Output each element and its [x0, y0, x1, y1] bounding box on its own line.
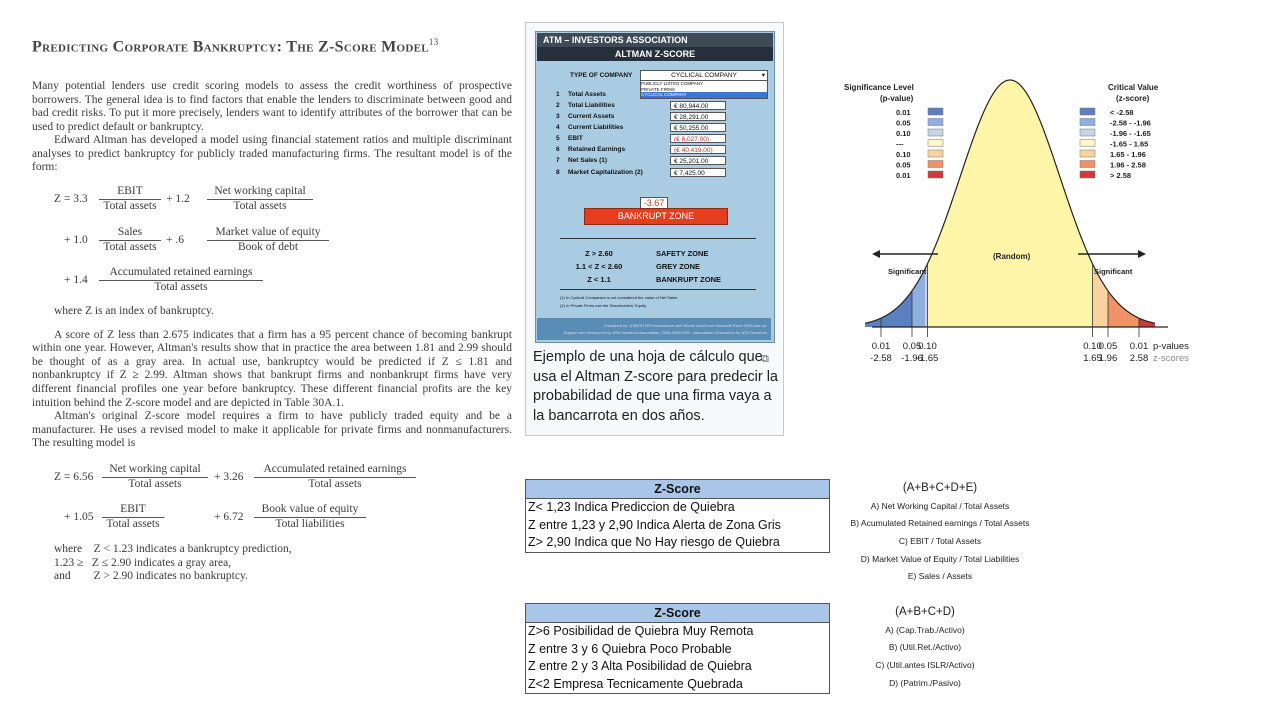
legend-item: D) (Patrim./Pasivo)	[889, 677, 961, 688]
sheet-org: ATM – INVESTORS ASSOCIATION	[537, 33, 773, 47]
type-label: TYPE OF COMPANY	[570, 72, 633, 79]
legend-swatch	[1080, 161, 1095, 168]
table-row: Z entre 3 y 6 Quiebra Poco Probable	[528, 641, 732, 656]
crit-title: Critical Value	[1108, 83, 1159, 92]
z-tick-label: 1.65	[1083, 353, 1102, 364]
legend-swatch	[928, 150, 943, 157]
legend-text: < -2.58	[1110, 108, 1134, 117]
z-tick-label: 2.58	[1129, 353, 1149, 364]
table-row: Z> 2,90 Indica que No Hay riesgo de Quiebra	[528, 535, 780, 549]
left-legend	[896, 108, 943, 180]
sheet-footer: Contained by: (C)BOOTEX Investments and Works Used from Microsoft Excel 2008 and up. Support and developed by: ATM Investors Association, 2006-2009 ATM - association of investors for ATM Investors	[537, 318, 771, 340]
legend-item: B) (Util.Ret./Activo)	[888, 642, 962, 653]
legend-text: 0.01	[896, 171, 911, 180]
legend-text: -1.65 - 1.65	[1110, 139, 1149, 149]
legend-text: 0.01	[896, 108, 911, 117]
z-tick-label: 1.96	[1098, 353, 1118, 364]
table-row: Z entre 2 y 3 Alta Posibilidad de Quiebra	[528, 659, 752, 673]
legend-text: > 2.58	[1110, 171, 1132, 180]
legend-text: 1.65 - 1.96	[1110, 150, 1146, 159]
legend-swatch	[1080, 129, 1095, 136]
legend-swatch	[928, 140, 943, 147]
legend-item: C) (Util.antes ISLR/Activo)	[875, 660, 975, 671]
z-tick-label: -1.96	[901, 353, 923, 364]
legend-item: A) Net Working Capital / Total Assets	[870, 500, 1010, 511]
formula-legend-2	[838, 604, 1012, 692]
legend-swatch	[928, 161, 943, 168]
zone-result: BANKRUPT ZONE	[584, 208, 728, 225]
value-field[interactable]: (€ 40,419.00)	[670, 145, 726, 154]
z-tick-label: -1.65	[916, 353, 939, 364]
legend-text: 0.05	[896, 118, 911, 128]
legend-text: -1.96 - -1.65	[1110, 129, 1151, 138]
right-legend	[1080, 108, 1151, 180]
value-field[interactable]: € 80,944.00	[670, 101, 726, 110]
sig-level-sub: (p-value)	[880, 94, 914, 103]
significance-curve	[838, 74, 1202, 366]
paragraph: Edward Altman has developed a model using financial statement ratios and multiple discriminant analyses to predict bankruptcy for publicly traded manufacturing firms. The resultant model is of the form:	[32, 134, 512, 174]
tick-labels	[870, 341, 1148, 364]
arrow-left-icon	[872, 250, 880, 258]
altman-equation: Z = 3.3 EBIT Total assets + 1.2 Net working capital Total assets + 1.0 Sales Total assets + .6 Market value of equity Book of debt + 1.4 Accumulated retained earnings Total assets	[32, 179, 512, 291]
legend-swatch	[1080, 119, 1095, 126]
sheet-note: (1) In Cyclical Companies is not considered the value of Net Sales.	[560, 295, 679, 300]
zone-legend: Z > 2.60 SAFETY ZONE 1.1 < Z < 2.60 GREY ZONE Z < 1.1 BANKRUPT ZONE	[560, 238, 756, 290]
option[interactable]: PRIVATE FIRMS	[641, 86, 675, 92]
legend-text: 1.96 - 2.58	[1110, 160, 1146, 170]
paragraph: 1.23 ≥ Z ≤ 2.90 indicates a gray area,	[54, 556, 232, 569]
legend-item: C) EBIT / Total Assets	[898, 536, 982, 547]
p-values-label: p-values	[1153, 341, 1189, 352]
significant-right: Significant	[1094, 267, 1133, 276]
table-header: Z-Score	[526, 480, 829, 499]
paragraph: where Z is an index of bankruptcy.	[54, 305, 214, 318]
p-tick-label: 0.10	[1083, 341, 1102, 352]
table-row: Z<2 Empresa Tecnicamente Quebrada	[528, 676, 743, 691]
paragraph: A score of Z less than 2.675 indicates that a firm has a 95 percent chance of becoming bankrupt within one year. However, Altman's results show that in practice the area between 1.81 and 2.99 should be thought of as a gray area. In actual use, bankruptcy would be predicted if Z ≤ 1.81 and nonbankruptcy if Z ≥ 2.99. Altman shows that bankrupt firms and nonbankrupt firms have very different financial profiles one year before bankruptcy. These different financial profits are the key intuition behind the Z-score model and are depicted in Table 30A.1.	[32, 328, 512, 409]
value-field[interactable]: € 7,425.00	[670, 168, 726, 177]
textbook-excerpt	[32, 36, 512, 584]
sheet-note: (2) In Private Firms use the Shareholders' Equity.	[560, 303, 647, 308]
p-tick-label: 0.01	[871, 341, 891, 352]
image-caption: Ejemplo de una hoja de cálculo que usa el Altman Z-score para predecir la probabilidad de que una firma vaya a la bancarrota en dos años. ⧉	[533, 349, 778, 424]
legend-swatch	[1080, 108, 1095, 115]
table-row: Z< 1,23 Indica Prediccion de Quiebra	[528, 500, 735, 514]
table-row: Z>6 Posibilidad de Quiebra Muy Remota	[528, 624, 754, 638]
chevron-down-icon: ▾	[761, 72, 765, 79]
paragraph: and Z > 2.90 indicates no bankruptcy.	[54, 570, 248, 583]
expand-icon[interactable]: ⧉	[761, 353, 769, 365]
legend-text: ---	[896, 139, 904, 149]
random-label: (Random)	[993, 252, 1031, 261]
z-scores-label: z-scores	[1153, 353, 1189, 364]
sheet-title: ALTMAN Z-SCORE	[537, 47, 773, 61]
table-row: Z entre 1,23 y 2,90 Indica Alerta de Zona Gris	[528, 517, 781, 532]
legend-item: A) (Cap.Trab./Activo)	[885, 624, 965, 635]
legend-swatch	[928, 119, 943, 126]
value-field[interactable]: € 25,201.00	[670, 156, 726, 165]
type-select[interactable]: CYCLICAL COMPANY ▾	[640, 70, 768, 81]
section-title: Predicting Corporate Bankruptcy: The Z-Score Model$^{13}$	[32, 37, 439, 56]
formula: (A+B+C+D)	[895, 606, 955, 618]
p-tick-label: 0.05	[1098, 341, 1118, 352]
paragraph: Altman's original Z-score model requires a firm to have publicly traded equity and be a manufacturer. He uses a revised model to make it applicable for private firms and nonmanufacturers. The resulting model is	[32, 410, 512, 450]
option-selected[interactable]: CYCLICAL COMPANY	[641, 92, 767, 98]
paragraph: where Z < 1.23 indicates a bankruptcy prediction,	[54, 543, 292, 556]
legend-item: E) Sales / Assets	[907, 571, 973, 582]
legend-swatch	[1080, 140, 1095, 147]
p-tick-label: 0.10	[918, 341, 937, 352]
legend-text: 0.05	[896, 160, 911, 170]
legend-text: 0.10	[896, 129, 911, 138]
arrow-right-icon	[1138, 250, 1146, 258]
value-field[interactable]: € 50,255.00	[670, 123, 726, 132]
p-tick-label: 0.05	[902, 341, 922, 352]
revised-equation: Z = 6.56 Net working capital Total assets + 3.26 Accumulated retained earnings Total assets + 1.05 EBIT Total assets + 6.72 Book value of equity Total liabilities	[32, 459, 512, 539]
legend-swatch	[928, 129, 943, 136]
value-field[interactable]: € 28,291.00	[670, 112, 726, 121]
legend-swatch	[1080, 150, 1095, 157]
legend-item: D) Market Value of Equity / Total Liabilities	[860, 553, 1020, 564]
zscore-table-1	[525, 479, 830, 553]
option[interactable]: PUBLICLY LISTED COMPANY	[641, 81, 704, 86]
altman-spreadsheet: ATM – INVESTORS ASSOCIATION ALTMAN Z-SCORE TYPE OF COMPANY CYCLICAL COMPANY ▾ PUBLICLY LISTED COMPANY PRIVATE FIRMS CYCLICAL COMPANY 1 Total Assets 2 Total Liabilities € 80,944.00 3 Current Assets € 28,291.00 4 Current Liabilities € 50,255.00 5 EBIT (€ 6,027.00) 6 Retained Earnings (€ 40,419.00) 7 Net Sales (1) € 25,201.00 8 Market Capitalization (2) € 7,425.00 -3.67 BANKRUPT ZONE Z > 2.60 SAFETY ZONE 1.1 < Z < 2.60 GREY ZONE Z < 1.1 BANKRUPT ZONE (1) In Cyclical Companies is not considered the value of Net Sales. (2) In Private Firms use the Shareholders' Equity. Contained by: (C)BOOTEX Investments and Works Used from Microsoft Excel 2008 and up. Support and developed by: ATM Investors Association, 2006-2009 ATM - association of investors for ATM Investors	[535, 31, 775, 343]
formula: (A+B+C+D+E)	[902, 482, 978, 494]
zscore-table-2	[525, 603, 830, 694]
legend-swatch	[928, 171, 943, 178]
z-tick-label: -2.58	[870, 353, 892, 364]
p-tick-label: 0.01	[1129, 341, 1149, 352]
legend-text: 0.10	[896, 150, 911, 159]
sig-level-title: Significance Level	[844, 83, 914, 92]
random-region	[928, 80, 1093, 327]
legend-swatch	[1080, 171, 1095, 178]
paragraph: Many potential lenders use credit scoring models to assess the credit worthiness of prospective borrowers. The general idea is to find factors that enable the lenders to discriminate between good and bad credit risks. To put it more precisely, lenders want to identify attributes of the borrower that can be used to predict default or bankruptcy.	[32, 79, 512, 133]
legend-swatch	[928, 108, 943, 115]
legend-text: -2.58 - -1.96	[1110, 118, 1151, 128]
significant-left: Significant	[888, 267, 927, 276]
type-dropdown[interactable]	[640, 80, 768, 99]
legend-item: B) Acumulated Retained earnings / Total Assets	[850, 518, 1030, 529]
formula-legend-1	[838, 480, 1042, 586]
crit-sub: (z-score)	[1116, 94, 1150, 103]
score-value: -3.67	[640, 197, 668, 210]
table-header: Z-Score	[526, 604, 829, 623]
value-field[interactable]: (€ 6,027.00)	[670, 134, 726, 143]
